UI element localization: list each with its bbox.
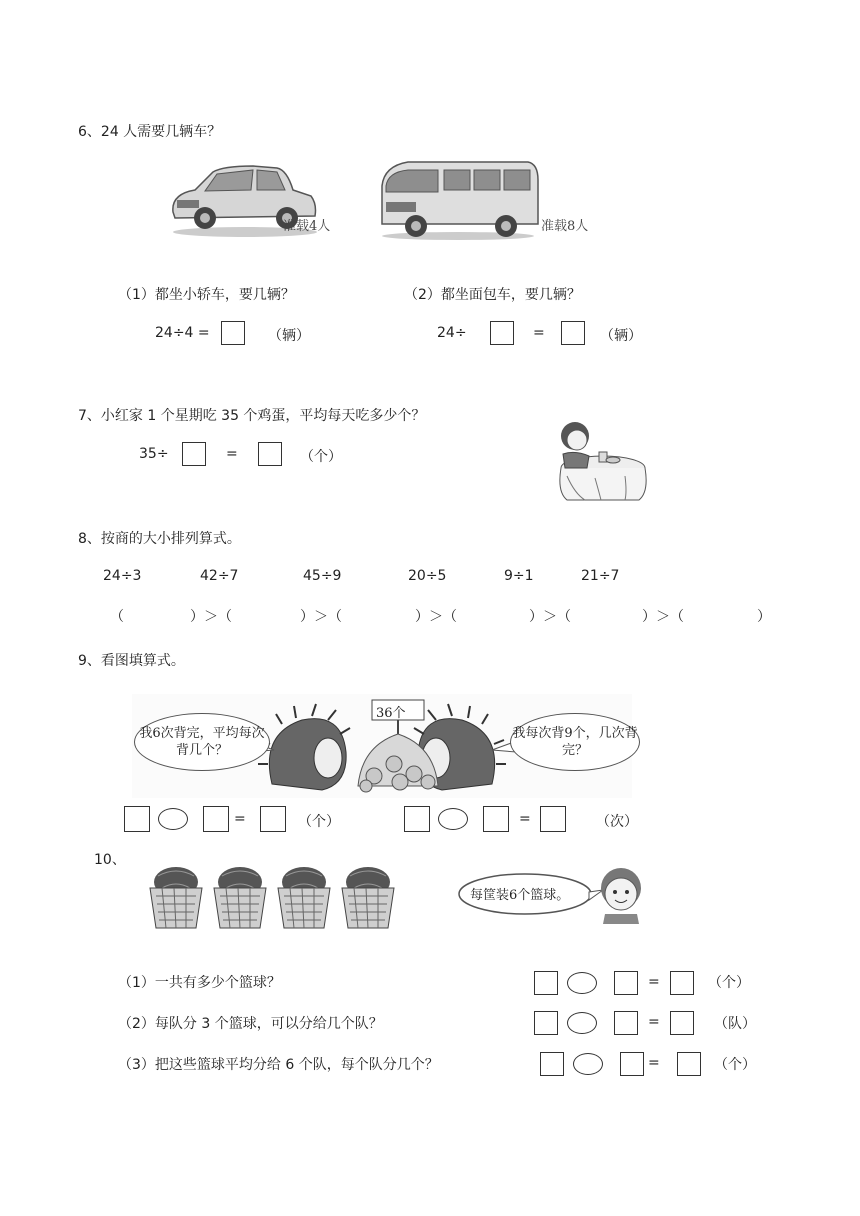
q6-eq1-answer-box[interactable] — [221, 321, 245, 345]
q10-number: 10、 — [94, 852, 126, 868]
q9b-equals: = — [519, 811, 531, 827]
q9a-divisor-box[interactable] — [203, 806, 229, 832]
q7-equals: = — [226, 446, 238, 462]
girl-eating-illustration — [545, 414, 647, 502]
right-speech-bubble: 我每次背9个，几次背完？ — [510, 713, 640, 771]
boy-speech-text: 每筐装6个篮球。 — [470, 888, 570, 903]
q9b-unit: （次） — [596, 814, 638, 830]
q8-order-sep-3: ）＞（ — [415, 609, 457, 625]
q10-eq1-equals: = — [648, 974, 660, 990]
q6-eq2-unit: （辆） — [600, 328, 642, 344]
q7-answer-box[interactable] — [258, 442, 282, 466]
q8-expression-4: 20÷5 — [408, 568, 447, 584]
q10-eq1-first-box[interactable] — [534, 971, 558, 995]
q10-eq1-operator-oval[interactable] — [567, 972, 597, 994]
q10-eq3-operator-oval[interactable] — [573, 1053, 603, 1075]
q6-sub1: （1）都坐小轿车，要几辆？ — [118, 287, 295, 303]
q8-expression-2: 42÷7 — [200, 568, 239, 584]
q10-eq1-unit: （个） — [708, 975, 750, 991]
q9b-dividend-box[interactable] — [404, 806, 430, 832]
q10-sub3: （3）把这些篮球平均分给 6 个队，每个队分几个？ — [118, 1057, 439, 1073]
q6-sub2: （2）都坐面包车，要几辆？ — [404, 287, 581, 303]
q9a-answer-box[interactable] — [260, 806, 286, 832]
van-illustration — [378, 156, 543, 241]
q8-expression-5: 9÷1 — [504, 568, 534, 584]
q8-title: 8、按商的大小排列算式。 — [78, 531, 241, 547]
q10-sub1: （1）一共有多少个篮球？ — [118, 975, 281, 991]
q10-eq2-second-box[interactable] — [614, 1011, 638, 1035]
q7-expression: 35÷ — [139, 446, 169, 462]
q7-divisor-box[interactable] — [182, 442, 206, 466]
q8-order-sep-4: ）＞（ — [529, 609, 571, 625]
basketball-baskets-illustration — [148, 862, 398, 932]
q10-eq2-first-box[interactable] — [534, 1011, 558, 1035]
q8-order-sep-2: ）＞（ — [300, 609, 342, 625]
q10-eq2-answer-box[interactable] — [670, 1011, 694, 1035]
q8-expression-3: 45÷9 — [303, 568, 342, 584]
q10-eq2-equals: = — [648, 1014, 660, 1030]
q10-eq3-first-box[interactable] — [540, 1052, 564, 1076]
q8-expression-6: 21÷7 — [581, 568, 620, 584]
q8-order-open: （ — [110, 609, 124, 625]
pear-count-sign: 36个 — [376, 706, 406, 721]
q6-eq1-unit: （辆） — [268, 328, 310, 344]
q10-eq3-answer-box[interactable] — [677, 1052, 701, 1076]
car-capacity-label: 准载4人 — [283, 219, 331, 234]
q10-eq1-answer-box[interactable] — [670, 971, 694, 995]
q9-title: 9、看图填算式。 — [78, 653, 185, 669]
q6-eq2-expression: 24÷ — [437, 325, 467, 341]
q6-eq2-divisor-box[interactable] — [490, 321, 514, 345]
q9b-divisor-box[interactable] — [483, 806, 509, 832]
van-capacity-label: 准载8人 — [541, 219, 589, 234]
q8-order-sep-1: ）＞（ — [190, 609, 232, 625]
q10-eq2-operator-oval[interactable] — [567, 1012, 597, 1034]
q8-order-sep-5: ）＞（ — [642, 609, 684, 625]
q6-eq2-answer-box[interactable] — [561, 321, 585, 345]
q8-expression-1: 24÷3 — [103, 568, 142, 584]
q10-eq2-unit: （队） — [714, 1016, 756, 1032]
q7-title: 7、小红家 1 个星期吃 35 个鸡蛋，平均每天吃多少个？ — [78, 408, 426, 424]
q8-order-close: ） — [757, 609, 771, 625]
q9b-operator-oval[interactable] — [438, 808, 468, 830]
q10-eq3-equals: = — [648, 1055, 660, 1071]
q6-eq1-expression: 24÷4 = — [155, 325, 210, 341]
q9a-unit: （个） — [298, 814, 340, 830]
q9a-operator-oval[interactable] — [158, 808, 188, 830]
q6-eq2-equals: = — [533, 325, 545, 341]
q9b-answer-box[interactable] — [540, 806, 566, 832]
q9a-equals: = — [234, 811, 246, 827]
q10-eq3-second-box[interactable] — [620, 1052, 644, 1076]
left-speech-bubble: 我6次背完，平均每次背几个？ — [134, 713, 270, 771]
q10-sub2: （2）每队分 3 个篮球，可以分给几个队？ — [118, 1016, 383, 1032]
q9a-dividend-box[interactable] — [124, 806, 150, 832]
q7-unit: （个） — [300, 449, 342, 465]
q10-eq3-unit: （个） — [714, 1057, 756, 1073]
q6-title: 6、24 人需要几辆车？ — [78, 124, 222, 140]
q10-eq1-second-box[interactable] — [614, 971, 638, 995]
